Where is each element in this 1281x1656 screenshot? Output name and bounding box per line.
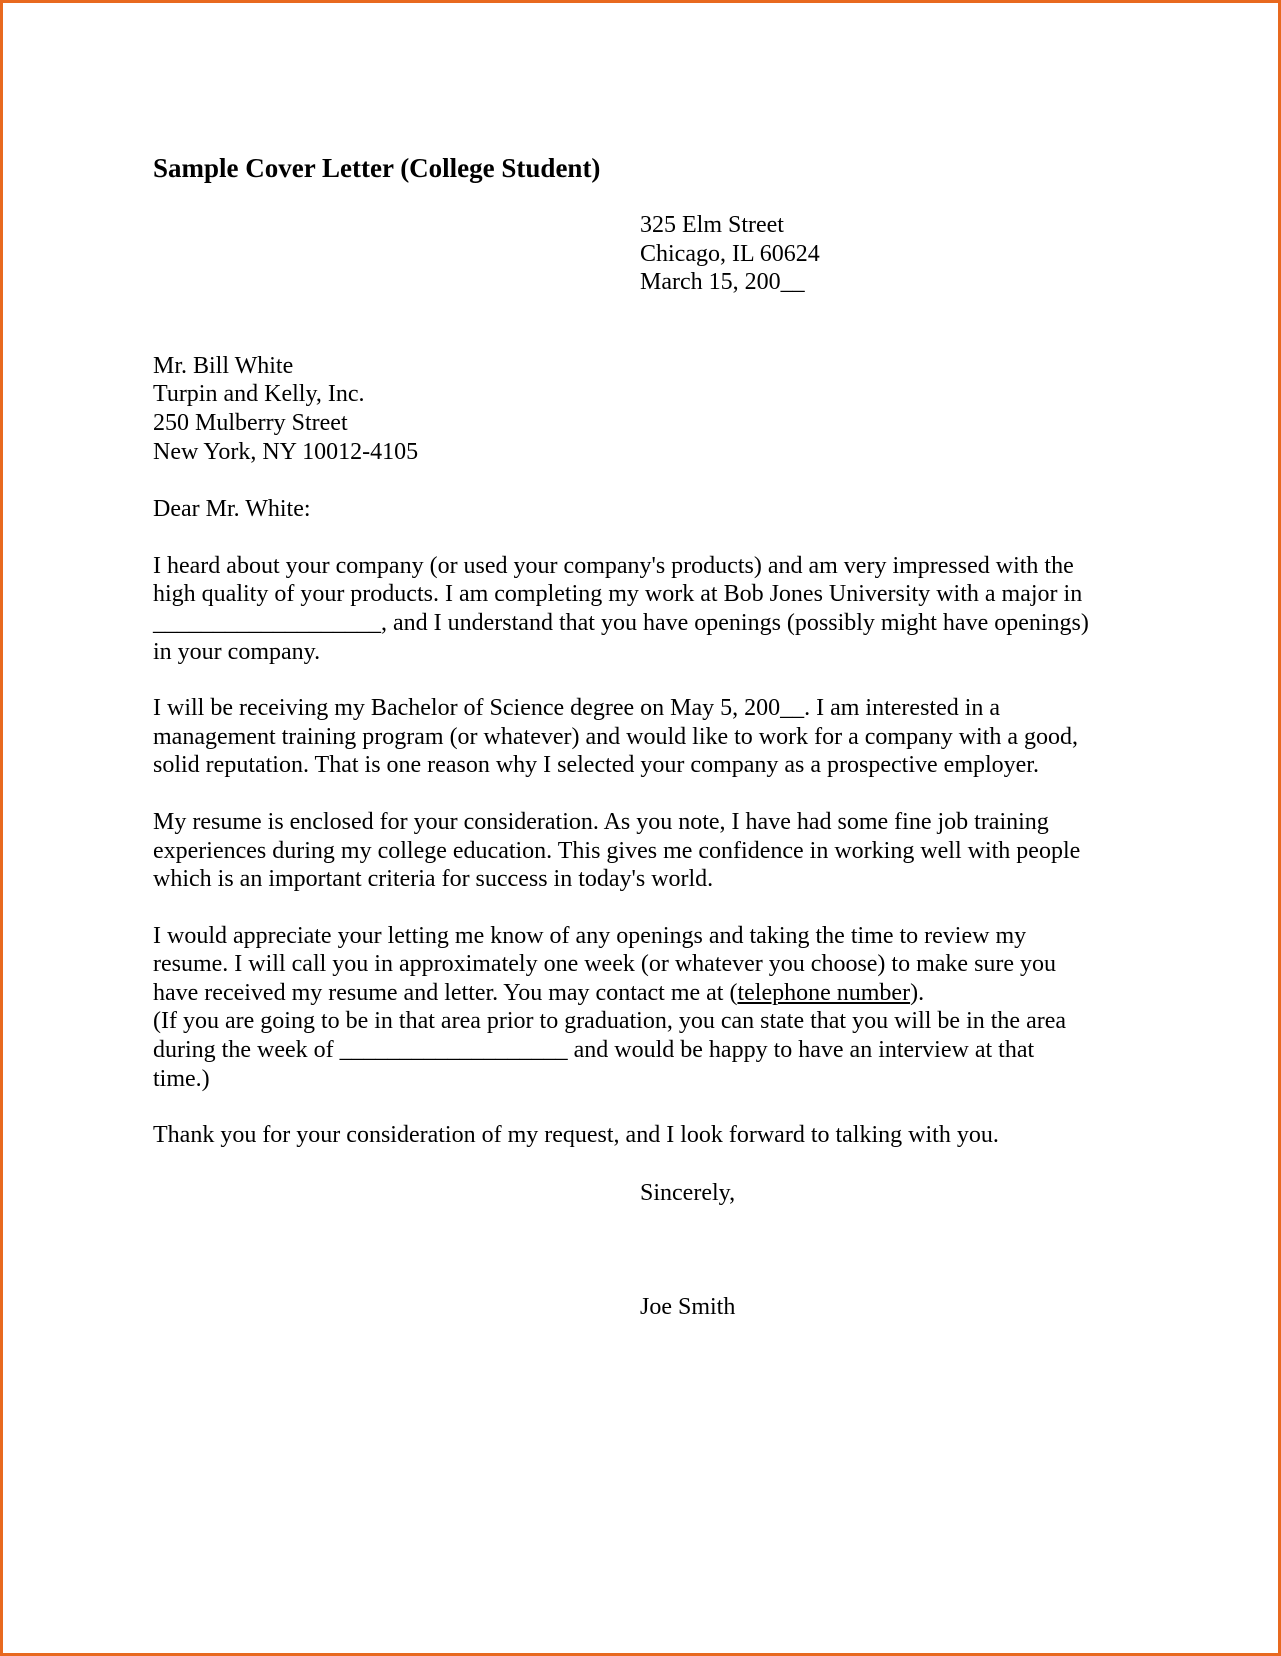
recipient-address — [153, 352, 1153, 466]
paragraph-line-contact — [153, 979, 1153, 1008]
recipient-company: Turpin and Kelly, Inc. — [153, 381, 365, 408]
paragraph-line: in your company. — [153, 638, 321, 665]
sender-address — [640, 211, 1153, 297]
recipient-city: New York, NY 10012-4105 — [153, 438, 419, 465]
paragraph-line: solid reputation. That is one reason why I selected your company as a prospective employer. — [153, 752, 1039, 779]
paragraph-2 — [153, 694, 1153, 780]
paragraph-3 — [153, 808, 1153, 894]
paragraph-line: high quality of your products. I am completing my work at Bob Jones University with a major in — [153, 581, 1083, 608]
closing: Sincerely, — [640, 1179, 736, 1206]
paragraph-line: I would appreciate your letting me know of any openings and taking the time to review my — [153, 922, 1027, 949]
sender-street: 325 Elm Street — [640, 212, 784, 238]
recipient-name: Mr. Bill White — [153, 352, 294, 379]
paragraph-line: My resume is enclosed for your consideration. As you note, I have had some fine job training — [153, 808, 1049, 835]
paragraph-line: resume. I will call you in approximately one week (or whatever you choose) to make sure you — [153, 951, 1057, 978]
paragraph-line: ___________________, and I understand that you have openings (possibly might have openings) — [153, 609, 1089, 636]
paragraph-line: which is an important criteria for success in today's world. — [153, 866, 714, 893]
paragraph-line: time.) — [153, 1065, 210, 1092]
paragraph-line: experiences during my college education. This gives me confidence in working well with people — [153, 837, 1081, 864]
paragraph-line: management training program (or whatever) and would like to work for a company with a good, — [153, 723, 1079, 750]
contact-suffix: ). — [910, 979, 925, 1006]
contact-prefix: have received my resume and letter. You may contact me at ( — [153, 979, 738, 1006]
signature-name: Joe Smith — [640, 1294, 736, 1321]
paragraph-line: during the week of ___________________ and would be happy to have an interview at that — [153, 1037, 1035, 1064]
paragraph-line: I heard about your company (or used your company's products) and am very impressed with the — [153, 552, 1074, 579]
paragraph-line: (If you are going to be in that area prior to graduation, you can state that you will be in the area — [153, 1008, 1067, 1035]
letter-date: March 15, 200__ — [640, 269, 805, 296]
letter-page — [153, 152, 1153, 1322]
paragraph-1 — [153, 552, 1153, 666]
paragraph-4 — [153, 922, 1153, 1094]
salutation: Dear Mr. White: — [153, 496, 311, 523]
paragraph-5: Thank you for your consideration of my request, and I look forward to talking with you. — [153, 1122, 999, 1149]
recipient-street: 250 Mulberry Street — [153, 409, 348, 436]
telephone-placeholder: telephone number — [737, 979, 911, 1006]
document-title: Sample Cover Letter (College Student) — [153, 153, 601, 183]
paragraph-line: I will be receiving my Bachelor of Science degree on May 5, 200__. I am interested in a — [153, 695, 1001, 722]
sender-city: Chicago, IL 60624 — [640, 240, 820, 267]
